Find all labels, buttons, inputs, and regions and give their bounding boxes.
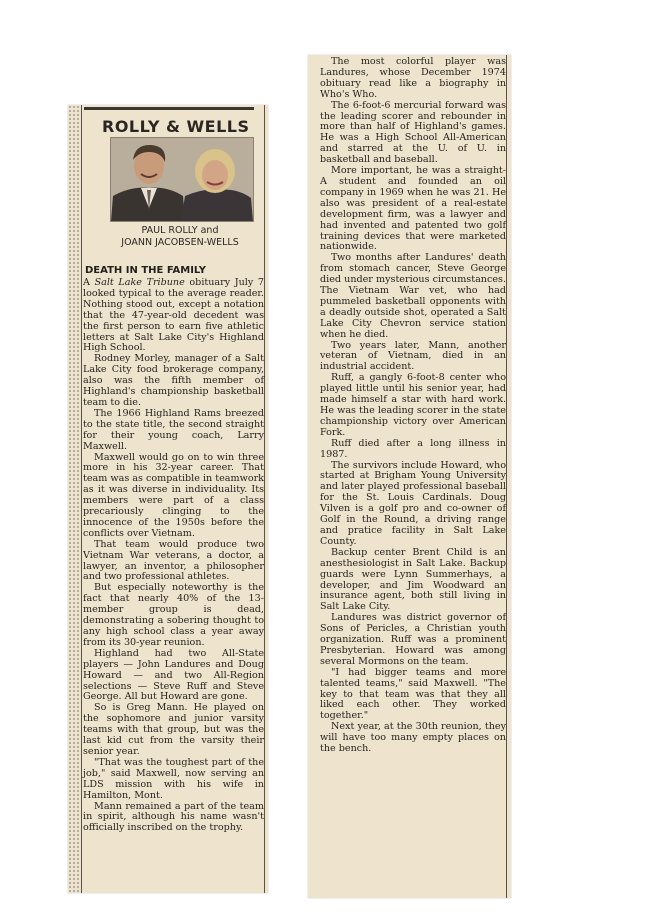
paragraph-text: obituary July 7 looked typical to the average reader. Nothing stood out, except a notation that the 47-year-old decedent was the first person to earn five athletic letters at Salt Lake City's Highland High School.: [83, 277, 264, 354]
masthead-rule: [84, 107, 254, 110]
paragraph: "I had bigger teams and more talented teams," said Maxwell. "The key to that team was that they all liked each other. They worked together.": [320, 666, 506, 722]
paragraph: Ruff died after a long illness in 1987.: [320, 437, 506, 460]
paragraph: The survivors include Howard, who started at Brigham Young University and later played professional baseball for the St. Louis Cardinals. Doug Vilven is a golf pro and co-owner of Golf in the Round, a driving range and pratice facility in Salt Lake County.: [320, 459, 506, 547]
byline-line-1: PAUL ROLLY and: [141, 225, 219, 236]
right-edge-rule: [264, 105, 265, 893]
paragraph: Two years later, Mann, another veteran of Vietnam, died in an industrial accident.: [320, 339, 506, 373]
paragraph: Rodney Morley, manager of a Salt Lake City food brokerage company, also was the fifth member of Highland's championship basketball team to die.: [83, 353, 264, 408]
paragraph: The most colorful player was Landures, whose December 1974 obituary read like a biography in Who's Who.: [320, 56, 506, 100]
paragraph: Ruff, a gangly 6-foot-8 center who played little until his senior year, had made himself a star with hard work. He was the leading scorer in the state championship victory over American Fork.: [320, 372, 506, 438]
right-column-text: [320, 57, 506, 755]
paragraph: Landures was district governor of Sons of Pericles, a Christian youth organization. Ruff was a prominent Presbyterian. Howard was among several Mormons on the team.: [320, 612, 506, 667]
paragraph: Next year, at the 30th reunion, they will have too many empty places on the bench.: [320, 721, 506, 755]
paragraph: Two months after Landures' death from stomach cancer, Steve George died under mysterious circumstances. The Vietnam War vet, who had pummeled basketball opponents with a deadly outside shot, operated a Salt Lake City Chevron service station when he died.: [320, 252, 506, 340]
right-edge-rule: [506, 55, 507, 898]
paragraph: Highland had two All-State players — John Landures and Doug Howard — and two All-Region selections — Steve Ruff and Steve George. All but Howard are gone.: [83, 647, 264, 703]
author-photo: [110, 137, 254, 222]
paragraph: The 6-foot-6 mercurial forward was the leading scorer and rebounder in more than half of Highland's games. He was a High School All-American and starred at the U. of U. in basketball and baseball.: [320, 99, 506, 166]
byline: [104, 225, 256, 249]
paragraph: But especially noteworthy is the fact that nearly 40% of the 13-member group is dead, demonstrating a sobering thought to any high school class a year away from its 30-year reunion.: [83, 582, 264, 648]
paragraph: [83, 278, 264, 354]
left-column-text: [83, 278, 264, 834]
dotted-border-strip: [68, 105, 81, 893]
paragraph-lead: A: [83, 277, 95, 288]
column-name: ROLLY & WELLS: [102, 117, 250, 136]
left-newspaper-clipping: [68, 105, 268, 893]
paragraph: That team would produce two Vietnam War veterans, a doctor, a lawyer, an inventor, a philosopher and two professional athletes.: [83, 538, 264, 583]
paragraph: Mann remained a part of the team in spirit, although his name wasn't officially inscribed on the trophy.: [83, 800, 264, 834]
author-photo-illustration: [111, 138, 253, 221]
paragraph: Maxwell would go on to win three more in his 32-year career. That team was as compatible in teamwork as it was diverse in individuality. Its members were part of a class precariously clinging to the innocence of the 1950s before the conflicts over Vietnam.: [83, 451, 264, 539]
paragraph: More important, he was a straight-A student and founded an oil company in 1969 when he was 21. He also was president of a real-estate development firm, was a lawyer and had invented and patented two golf training devices that were marketed nationwide.: [320, 165, 506, 253]
byline-line-2: JOANN JACOBSEN-WELLS: [121, 237, 239, 248]
paragraph: Backup center Brent Child is an anesthesiologist in Salt Lake. Backup guards were Lynn Summerhays, a developer, and Jim Woodward an insurance agent, both still living in Salt Lake City.: [320, 546, 506, 613]
paragraph: "That was the toughest part of the job," said Maxwell, now serving an LDS mission with his wife in Hamilton, Mont.: [83, 756, 264, 801]
right-newspaper-clipping: [308, 55, 511, 898]
paragraph: The 1966 Highland Rams breezed to the state title, the second straight for their young coach, Larry Maxwell.: [83, 407, 264, 452]
left-edge-rule: [81, 105, 82, 893]
newspaper-name: Salt Lake Tribune: [94, 277, 185, 288]
article-heading: DEATH IN THE FAMILY: [85, 265, 206, 276]
paragraph: So is Greg Mann. He played on the sophomore and junior varsity teams with that group, but was the last kid cut from the varsity their senior year.: [83, 702, 264, 757]
